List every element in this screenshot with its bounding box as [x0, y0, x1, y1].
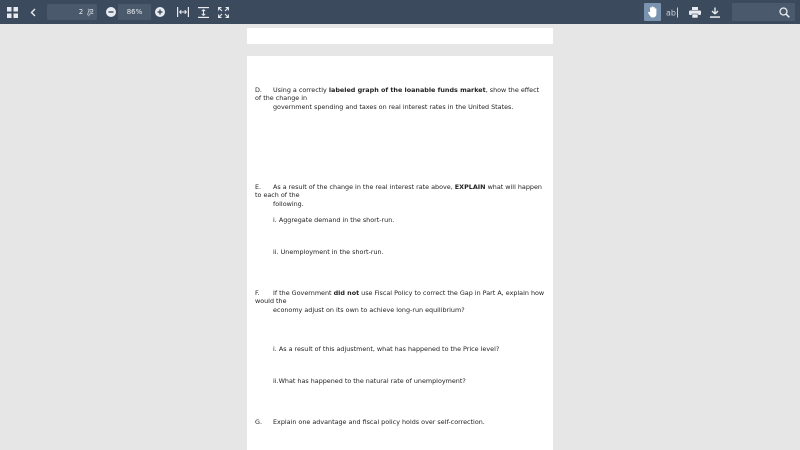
pdf-page-2	[247, 56, 553, 450]
download-icon[interactable]	[707, 0, 723, 24]
question-emphasis: EXPLAIN	[454, 183, 486, 191]
question-text: As a result of the change in the real interest rate above,	[273, 183, 455, 191]
question-text: use Fiscal Policy to correct the Gap in Part A, explain how would the	[255, 289, 545, 306]
fit-page-icon[interactable]	[196, 0, 210, 24]
question-text: If the Government	[273, 289, 334, 297]
pdf-toolbar	[0, 0, 800, 24]
question-continuation: government spending and taxes on real interest rates in the United States.	[273, 102, 514, 111]
question-letter: G.	[255, 418, 262, 426]
question-e-part-ii: ii. Unemployment in the short-run.	[273, 248, 384, 256]
hand-icon[interactable]	[644, 3, 661, 21]
question-f-part-i: i. As a result of this adjustment, what has happened to the Price level?	[273, 345, 500, 353]
zoom-in-icon[interactable]	[153, 0, 167, 24]
zoom-level: 86%	[126, 8, 143, 16]
question-continuation: following.	[273, 199, 304, 208]
question-emphasis: labeled graph of the loanable funds market	[328, 86, 486, 94]
svg-text:ab: ab	[665, 8, 676, 17]
question-letter: D.	[255, 86, 262, 94]
question-continuation: economy adjust on its own to achieve long-run equilibrium?	[273, 305, 465, 314]
zoom-out-icon[interactable]	[104, 0, 118, 24]
question-text: what will happen to each of the	[255, 183, 542, 200]
question-text: , show the effect of the change in	[255, 86, 540, 103]
fullscreen-icon[interactable]	[216, 0, 230, 24]
previous-page-bottom	[247, 28, 553, 44]
question-f-part-ii: ii.What has happened to the natural rate of unemployment?	[273, 377, 466, 385]
zoom-level-field[interactable]	[118, 4, 151, 20]
question-e	[255, 183, 547, 208]
question-emphasis: did not	[333, 289, 360, 297]
sidebar-toggle-icon[interactable]	[4, 0, 20, 24]
chevron-left-icon[interactable]	[27, 0, 39, 24]
fit-width-icon[interactable]	[176, 0, 190, 24]
chevron-right-icon[interactable]	[84, 0, 96, 24]
search-icon[interactable]	[777, 0, 791, 24]
question-g	[255, 418, 547, 426]
question-letter: F.	[255, 289, 260, 297]
question-d	[255, 86, 547, 111]
question-text: Using a correctly	[273, 86, 329, 94]
question-f	[255, 289, 547, 314]
question-e-part-i: i. Aggregate demand in the short-run.	[273, 216, 395, 224]
page-total: /2	[87, 8, 94, 16]
document-viewer[interactable]	[0, 24, 800, 450]
question-letter: E.	[255, 183, 262, 191]
print-icon[interactable]	[687, 0, 703, 24]
text-select-icon[interactable]	[664, 0, 680, 24]
question-text: Explain one advantage and fiscal policy holds over self-correction.	[273, 418, 485, 426]
current-page: 2	[78, 8, 84, 16]
